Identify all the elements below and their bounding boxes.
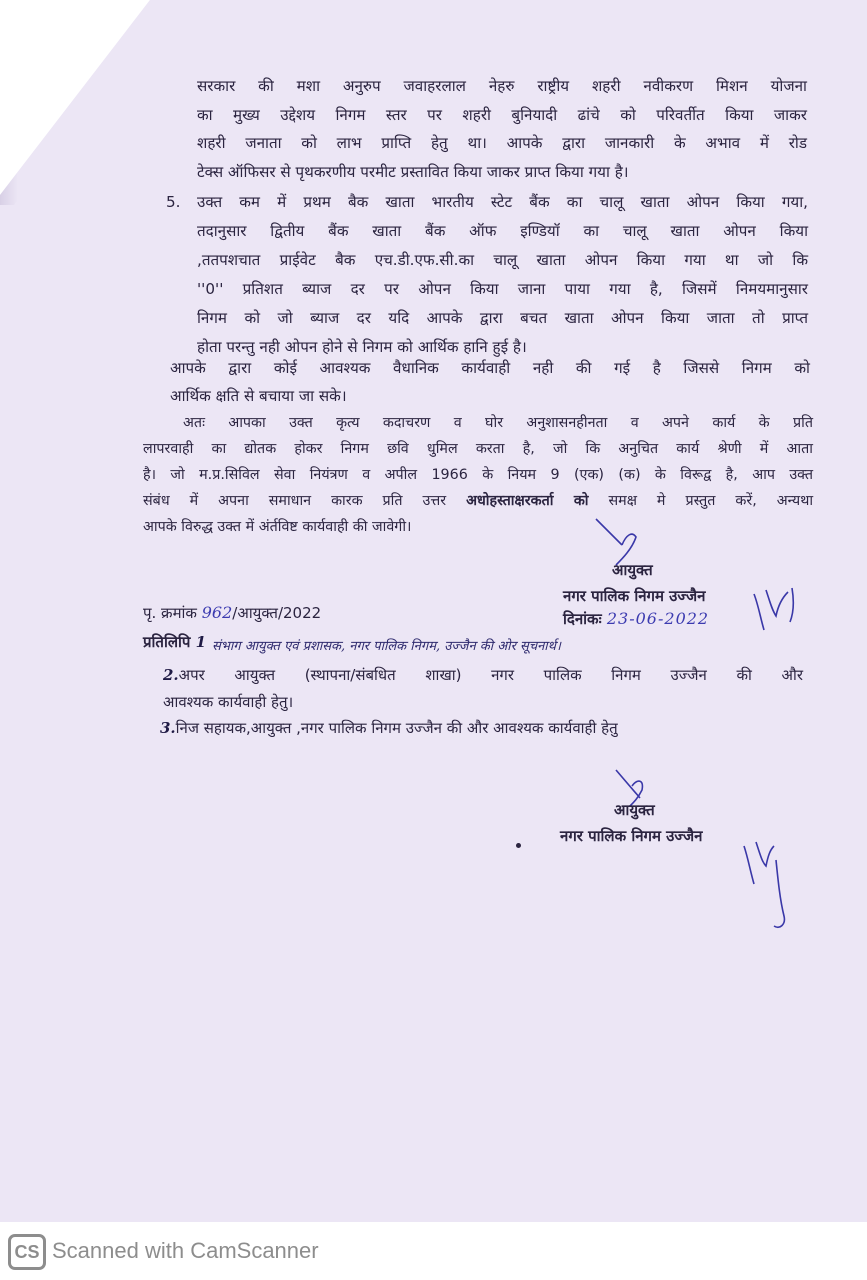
- copy-2-line-1: अपर आयुक्त (स्थापना/संबधित शाखा) नगर पालिक निगम उज्जैन की और: [178, 666, 803, 684]
- text-line: होता परन्तु नही ओपन होने से निगम को आर्थिक हानि हुई है।: [197, 338, 527, 356]
- signatory-title-2: आयुक्त: [614, 801, 655, 819]
- paragraph-conclusion: [143, 410, 813, 540]
- date-value: 23-06-2022: [606, 609, 710, 628]
- text-line: सरकार की मशा अनुरुप जवाहरलाल नेहरु राष्ट्रीय शहरी नवीकरण मिशन योजना: [197, 77, 807, 95]
- text-line: ,ततपशचात प्राईवेट बैक एच.डी.एफ.सी.का चालू खाता ओपन किया गया था जो कि: [197, 251, 808, 269]
- point-5-text: [197, 188, 808, 362]
- text-line: निगम को जो ब्याज दर यदि आपके द्वारा बचत खाता ओपन किया जाता तो प्राप्त: [197, 309, 808, 327]
- text-line: शहरी जनाता को लाभ प्राप्ति हेतु था। आपके द्वारा जानकारी के अभाव में रोड: [197, 134, 807, 153]
- copy-number-3: 3.: [160, 719, 176, 737]
- scanner-watermark-text: Scanned with CamScanner: [52, 1238, 319, 1263]
- text-line: टेक्स ऑफिसर से पृथकरणीय परमीट प्रस्तावित किया जाकर प्राप्त किया गया है।: [197, 162, 629, 181]
- copy-recipient-3: [160, 718, 618, 738]
- copy-recipient-2: [163, 662, 803, 716]
- text-line: अतः आपका उक्त कृत्य कदाचरण व घोर अनुशासनहीनता व अपने कार्य के प्रति: [183, 415, 813, 431]
- camscanner-logo: CS: [8, 1234, 46, 1270]
- copy-number-2: 2.: [163, 666, 179, 684]
- bold-text-segment: अधोहस्ताक्षरकर्ता को: [466, 493, 589, 509]
- text-line: आपके विरुद्ध उक्त में अंर्तविष्ट कार्यवाही की जावेगी।: [143, 519, 412, 535]
- reference-suffix: /आयुक्त/2022: [232, 604, 322, 622]
- text-segment: संबंध में अपना समाधान कारक प्रति उत्तर: [143, 493, 447, 509]
- copy-recipient-1: संभाग आयुक्त एवं प्रशासक, नगर पालिक निगम, उज्जैन की ओर सूचनार्थ।: [212, 639, 561, 654]
- text-line: आर्थिक क्षति से बचाया जा सके।: [170, 387, 347, 405]
- copy-to-label: [143, 632, 206, 652]
- ink-dot: [516, 843, 521, 848]
- copy-label-text: प्रतिलिपि: [143, 633, 191, 651]
- text-line: का मुख्य उद्देशय निगम स्तर पर शहरी बुनियादी ढांचे को परिवर्तीत किया जाकर: [197, 105, 807, 124]
- text-line: उक्त कम में प्रथम बैक खाता भारतीय स्टेट बैंक का चालू खाता ओपन किया गया,: [197, 193, 808, 211]
- text-line: [143, 488, 813, 514]
- signature-initials-1: [748, 580, 808, 640]
- reference-date: [563, 609, 709, 629]
- text-line: आवश्यक कार्यवाही हेतु।: [163, 693, 294, 711]
- paragraph-jnnurm: [197, 72, 807, 186]
- reference-prefix: पृ. क्रमांक: [143, 604, 197, 622]
- text-line: लापरवाही का द्योतक होकर निगम छवि धुमिल करता है, जो कि अनुचित कार्य श्रेणी में आता: [143, 441, 813, 457]
- reference-number: [143, 603, 321, 623]
- copy-number-1: 1: [195, 633, 207, 651]
- date-label: दिनांकः: [563, 610, 602, 628]
- point-number: 5.: [166, 193, 181, 211]
- reference-handwritten-number: 962: [201, 603, 233, 622]
- text-line: ''0'' प्रतिशत ब्याज दर पर ओपन किया जाना पाया गया है, जिसमें निमयमानुसार: [197, 280, 808, 298]
- signatory-org: नगर पालिक निगम उज्जैन: [563, 587, 706, 605]
- signatory-org-2: नगर पालिक निगम उज्जैन: [560, 827, 703, 845]
- text-line: [163, 662, 803, 689]
- text-segment: समक्ष मे प्रस्तुत करें, अन्यथा: [608, 493, 814, 509]
- signature-initials-2: [736, 830, 806, 940]
- text-line: आपके द्वारा कोई आवश्यक वैधानिक कार्यवाही नही की गई है जिससे निगम को: [170, 359, 810, 377]
- text-line: तदानुसार द्वितीय बैंक खाता बैंक ऑफ इण्डियॉ का चालू खाता ओपन किया: [197, 222, 808, 240]
- paragraph-no-action: [170, 354, 810, 410]
- signatory-title: आयुक्त: [612, 561, 653, 579]
- text-line: है। जो म.प्र.सिविल सेवा नियंत्रण व अपील 1966 के नियम 9 (एक) (क) के विरूद्व है, आप उक्त: [143, 467, 813, 483]
- copy-3-text: निज सहायक,आयुक्त ,नगर पालिक निगम उज्जैन की और आवश्यक कार्यवाही हेतु: [175, 719, 618, 737]
